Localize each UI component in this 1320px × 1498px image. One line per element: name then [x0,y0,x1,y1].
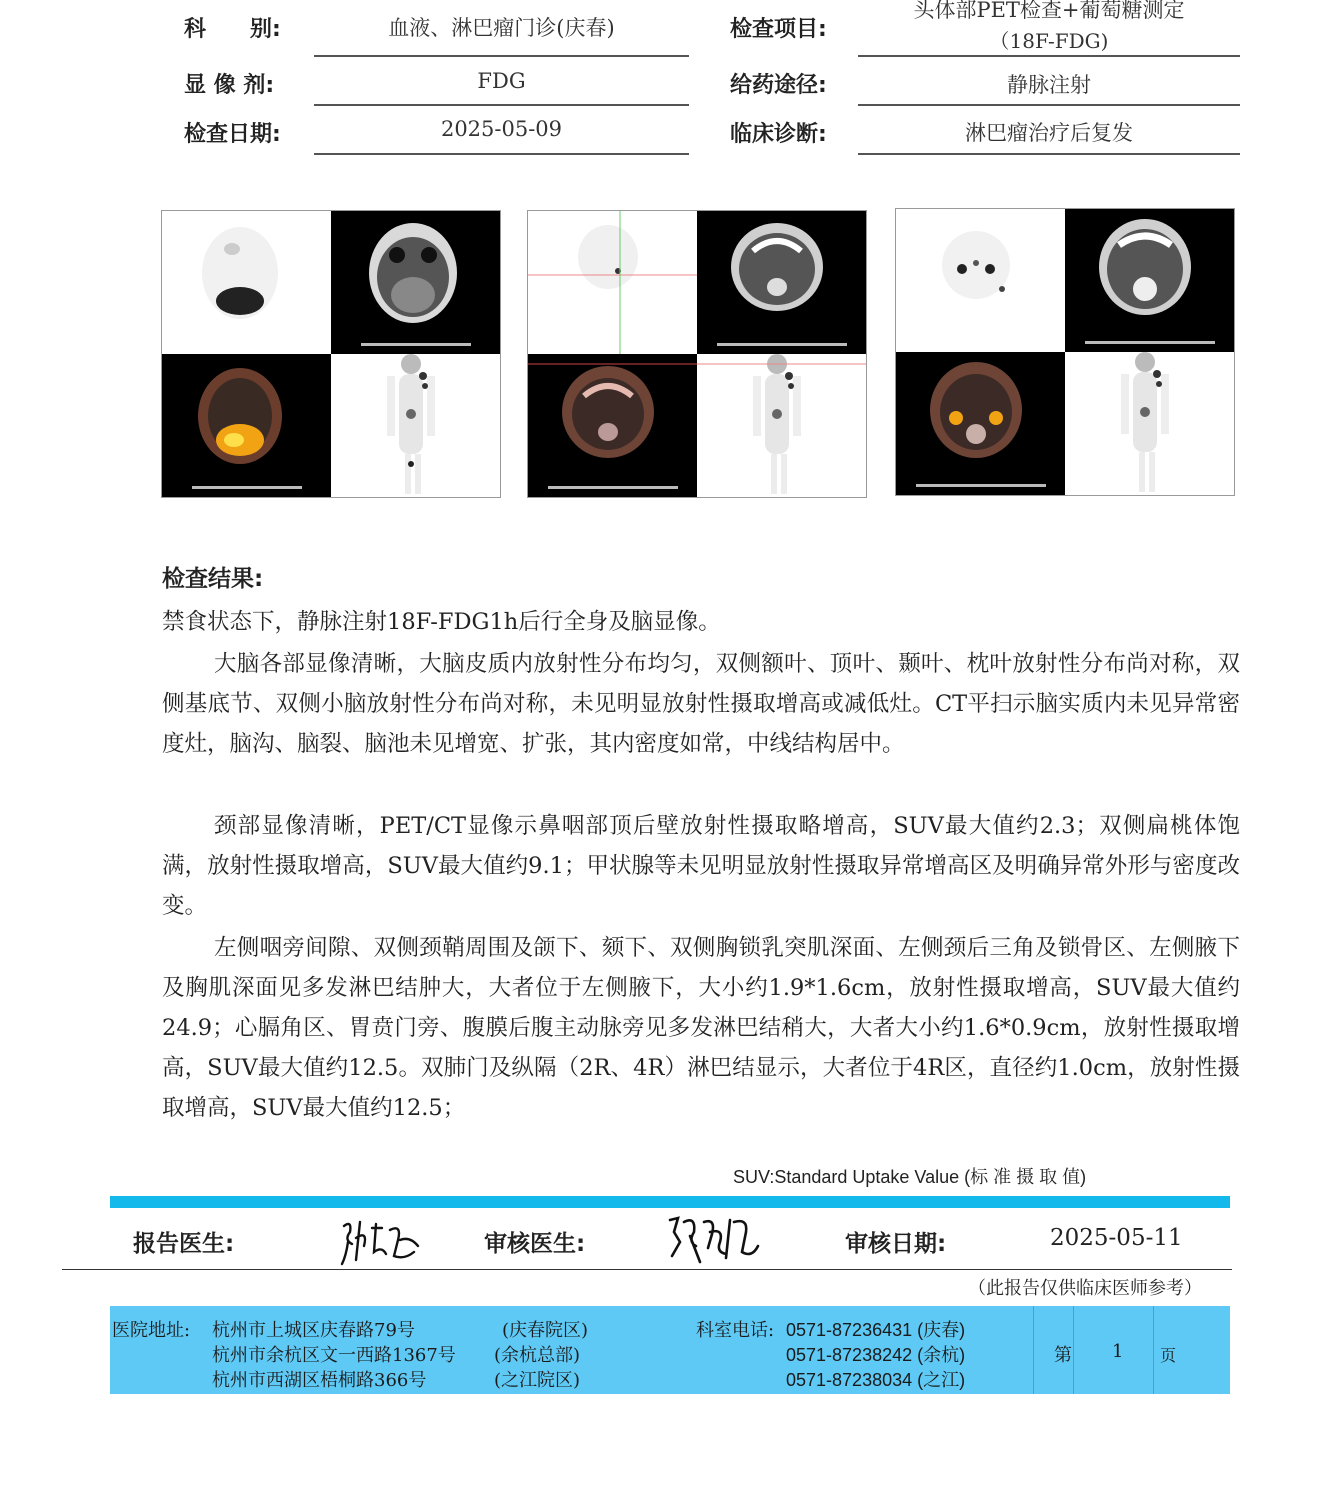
exam-item-underline [858,55,1240,57]
page-number: 1 [1112,1341,1124,1362]
diagnosis-underline [858,153,1240,155]
page-cell-divider [1073,1306,1074,1394]
ct-axial-view [1065,209,1234,352]
mip-whole-body-view [697,354,866,497]
department-label: 科 别: [184,17,281,42]
results-paragraph-intro: 禁食状态下，静脉注射18F-FDG1h后行全身及脑显像。 [162,609,721,635]
scan-panel-1 [161,210,501,498]
scan-panel-3 [895,208,1235,496]
footer-divider [62,1269,1232,1270]
results-paragraph-brain: 大脑各部显像清晰，大脑皮质内放射性分布均匀，双侧额叶、顶叶、颞叶、枕叶放射性分布尚对称，双侧基底节、双侧小脑放射性分布尚对称，未见明显放射性摄取增高或减低灶。CT平扫示脑实质内未见异常密度灶，脑沟、脑裂、脑池未见增宽、扩张，其内密度如常，中线结构居中。 [162,651,1240,757]
results-paragraph-neck: 颈部显像清晰，PET/CT显像示鼻咽部顶后壁放射性摄取略增高，SUV最大值约2.3；双侧扁桃体饱满，放射性摄取增高，SUV最大值约9.1；甲状腺等未见明显放射性摄取异常增高区及明确异常外形与密度改变。 [162,813,1240,919]
department-underline [314,55,689,57]
phone-1: 0571-87236431 (庆春) [786,1320,966,1340]
mip-whole-body-view [331,354,500,497]
exam-date-underline [314,153,689,155]
exam-date-value: 2025-05-09 [440,117,563,141]
diagnosis-value: 淋巴瘤治疗后复发 [965,121,1133,145]
reporter-signature [338,1216,424,1272]
address-label: 医院地址: [112,1320,191,1341]
ct-axial-view [697,211,866,354]
campus-3: (之江院区) [494,1370,581,1391]
results-title: 检查结果: [162,566,264,592]
fused-axial-view [528,354,697,497]
results-paragraph-lymph: 左侧咽旁间隙、双侧颈鞘周围及颌下、颏下、双侧胸锁乳突肌深面、左侧颈后三角及锁骨区、左侧腋下及胸肌深面见多发淋巴结肿大，大者位于左侧腋下，大小约1.9*1.6cm，放射性摄取增高，SUV最大值约24.9；心膈角区、胃贲门旁、腹膜后腹主动脉旁见多发淋巴结稍大，大者大小约1.6*0.9cm，放射性摄取增高，SUV最大值约12.5。双肺门及纵隔（2R、4R）淋巴结显示，大者位于4R区，直径约1.0cm，放射性摄取增高，SUV最大值约12.5； [162,935,1240,1121]
route-value: 静脉注射 [1007,73,1091,97]
mip-whole-body-view [1065,352,1234,495]
review-date-label: 审核日期: [845,1231,947,1257]
exam-item-value-line1: 头体部PET检查+葡萄糖测定 [913,0,1185,22]
department-value: 血液、淋巴瘤门诊(庆春) [388,16,615,40]
route-label: 给药途径: [730,73,827,98]
accent-bar [110,1196,1230,1208]
exam-date-label: 检查日期: [184,122,281,147]
address-box [110,1306,1230,1394]
pet-axial-view [896,209,1065,352]
scan-panel-2 [527,210,867,498]
tracer-underline [314,104,689,106]
exam-item-value-line2: （18F-FDG) [989,29,1109,53]
diagnosis-label: 临床诊断: [730,122,827,147]
disclaimer: （此报告仅供临床医师参考） [968,1278,1202,1299]
address-line-2: 杭州市余杭区文一西路1367号 [212,1345,456,1366]
fused-axial-view [896,352,1065,495]
suv-note: SUV:Standard Uptake Value (标 准 摄 取 值) [733,1167,1087,1187]
address-line-1: 杭州市上城区庆春路79号 [212,1320,415,1341]
phone-3: 0571-87238034 (之江) [786,1370,966,1390]
tracer-label: 显 像 剂: [184,73,275,98]
ct-axial-view [331,211,500,354]
reviewer-label: 审核医生: [484,1231,586,1257]
page-cell-divider [1033,1306,1034,1394]
page-suffix: 页 [1160,1346,1177,1365]
reporter-label: 报告医生: [133,1231,235,1257]
exam-item-label: 检查项目: [730,17,827,42]
reviewer-signature [666,1212,762,1272]
page-prefix: 第 [1054,1345,1072,1366]
campus-2: (余杭总部) [494,1345,581,1366]
fused-axial-view [162,354,331,497]
pet-axial-view [528,211,697,354]
pet-axial-view [162,211,331,354]
address-line-3: 杭州市西湖区梧桐路366号 [212,1370,427,1391]
tracer-value: FDG [477,69,526,93]
phone-2: 0571-87238242 (余杭) [786,1345,966,1365]
review-date-value: 2025-05-11 [1050,1225,1183,1251]
route-underline [858,104,1240,106]
phone-label: 科室电话: [696,1320,775,1341]
campus-1: (庆春院区) [502,1320,589,1341]
page-cell-divider [1153,1306,1154,1394]
